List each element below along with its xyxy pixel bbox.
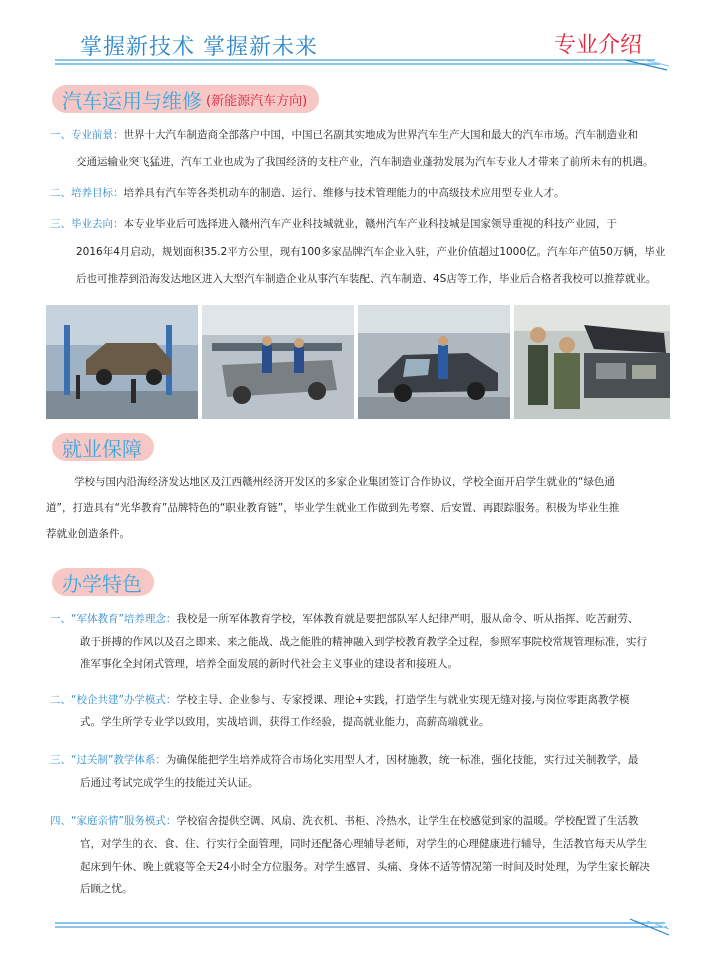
major-subtitle: (新能源汽车方向) [206,93,308,109]
major-title: 汽车运用与维修 [62,88,202,113]
major-item-3-line-1: 三、毕业去向：本专业毕业后可选择进入赣州汽车产业科技城就业，赣州汽车产业科技城是国家领导重视的科技产业园，于 [50,218,617,230]
header-divider [55,58,670,72]
employment-title: 就业保障 [62,436,142,461]
footer-divider [55,917,670,939]
feature-item-2-line-2: 式。学生所学专业学以致用，实战培训，获得工作经验，提高就业能力，高薪高端就业。 [80,716,490,728]
feature-item-4-line-4: 后顾之忧。 [80,883,133,895]
features-title: 办学特色 [62,571,142,596]
major-item-1-line-2: 交通运输业突飞猛进，汽车工业也成为了我国经济的支柱产业，汽车制造业蓬勃发展为汽车专业人才带来了前所未有的机遇。 [76,156,654,168]
feature-item-1-line-3: 准军事化全封闭式管理，培养全面发展的新时代社会主义事业的建设者和接班人。 [80,658,458,670]
employment-title-pill [52,433,154,461]
features-title-pill [52,568,154,596]
car-lift-photo [46,305,198,419]
major-item-3-line-2: 2016年4月启动，规划面积35.2平方公里，现有100多家品牌汽车企业入驻，产业价值超过1000亿。汽车年产值50万辆，毕业 [76,246,666,258]
employment-line-1: 学校与国内沿海经济发达地区及江西赣州经济开发区的多家企业集团签订合作协议，学校全面开启学生就业的“绿色通 [74,476,615,488]
feature-item-4-line-2: 官，对学生的衣、食、住、行实行全面管理，同时还配备心理辅导老师，对学生的心理健康进行辅导，生活教官每天从学生 [80,838,647,850]
employment-line-3: 荐就业创造条件。 [46,528,130,540]
employment-line-2: 道”，打造具有“光华教育”品牌特色的“职业教育链”，毕业学生就业工作做到先考察、后安置、再跟踪服务。积极为毕业生推 [46,502,620,514]
feature-item-2-line-1: 二、“校企共建”办学模式：学校主导、企业参与、专家授课、理论+实践，打造学生与就业实现无缝对接,与岗位零距离教学模 [50,694,630,706]
feature-item-3-line-2: 后通过考试完成学生的技能过关认证。 [80,777,259,789]
feature-item-4-line-1: 四、“家庭亲情”服务模式：学校宿舍提供空调、风扇、洗衣机、书柜、冷热水，让学生在校感觉到家的温暖。学校配置了生活教 [50,815,639,827]
feature-item-1-line-2: 敢于拼搏的作风以及召之即来、来之能战、战之能胜的精神融入到学校教育教学全过程，参照军事院校常规管理标准，实行 [80,636,647,648]
major-item-3-line-3: 后也可推荐到沿海发达地区进入大型汽车制造企业从事汽车装配、汽车制造、4S店等工作，毕业后合格者我校可以推荐就业。 [76,273,657,285]
major-item-1-line-1: 一、专业前景：世界十大汽车制造商全部落户中国，中国已名副其实地成为世界汽车生产大国和最大的汽车市场。汽车制造业和 [50,129,638,141]
header-slogan: 掌握新技术 掌握新未来 [80,35,318,60]
car-frame-photo [358,305,510,419]
assembly-line-photo [202,305,354,419]
header-section-title: 专业介绍 [553,33,642,58]
major-item-2-line-1: 二、培养目标：培养具有汽车等各类机动车的制造、运行、维修与技术管理能力的中高级技术应用型专业人才。 [50,187,565,199]
feature-item-1-line-1: 一、“军体教育”培养理念：我校是一所军体教育学校，军体教育就是要把部队军人纪律严明，服从命令、听从指挥、吃苦耐劳、 [50,613,639,625]
major-title-pill [52,85,319,113]
feature-item-3-line-1: 三、“过关制”教学体系：为确保能把学生培养成符合市场化实用型人才，因材施教，统一标准，强化技能，实行过关制教学，最 [50,754,639,766]
feature-item-4-line-3: 起床到午休、晚上就寝等全天24小时全方位服务。对学生感冒、头痛、身体不适等情况第一时间及时处理，为学生家长解决 [80,861,650,873]
engine-training-photo [514,305,670,419]
